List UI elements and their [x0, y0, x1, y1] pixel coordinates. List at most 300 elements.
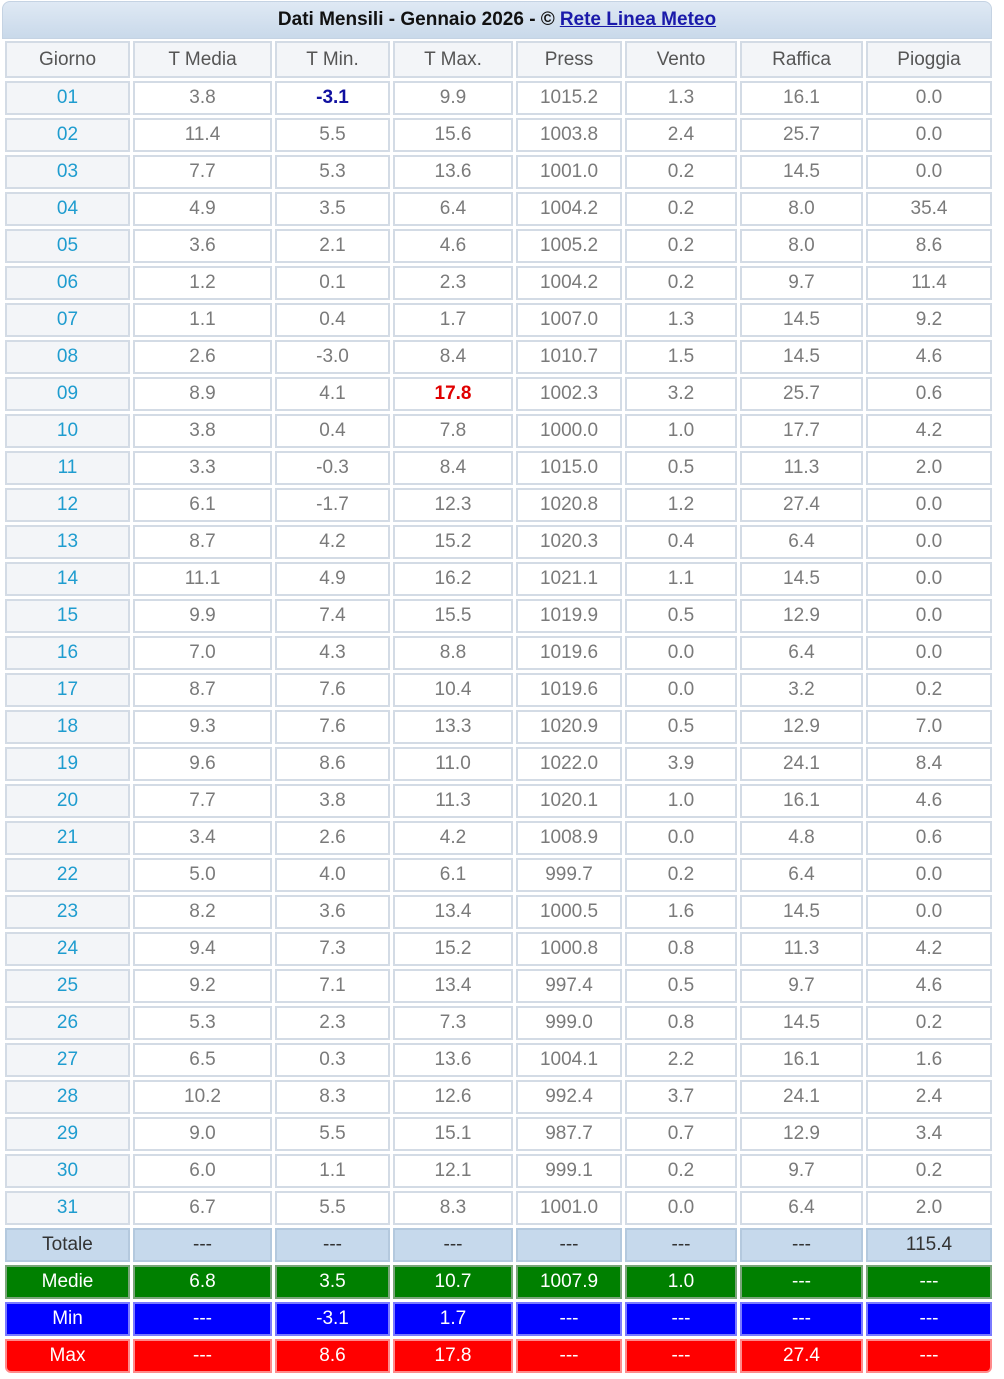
- cell-t-min: 5.3: [275, 155, 390, 189]
- table-row: [5, 1080, 992, 1114]
- table-row: [5, 636, 992, 670]
- cell-vento: 0.7: [625, 1117, 737, 1151]
- table-row: [5, 303, 992, 337]
- cell-t-media: 1.2: [133, 266, 272, 300]
- summary-cell-t-max: 10.7: [393, 1265, 513, 1299]
- summary-cell-t-media: ---: [133, 1228, 272, 1262]
- table-row: [5, 525, 992, 559]
- cell-press: 1004.2: [516, 192, 622, 226]
- table-row: [5, 266, 992, 300]
- cell-t-media: 8.9: [133, 377, 272, 411]
- cell-t-min: 0.4: [275, 414, 390, 448]
- cell-press: 1020.8: [516, 488, 622, 522]
- cell-pioggia: 0.0: [866, 81, 992, 115]
- cell-raffica: 3.2: [740, 673, 863, 707]
- cell-vento: 1.1: [625, 562, 737, 596]
- summary-cell-vento: ---: [625, 1302, 737, 1336]
- cell-giorno: 27: [5, 1043, 130, 1077]
- cell-t-max: 13.6: [393, 1043, 513, 1077]
- cell-giorno: 07: [5, 303, 130, 337]
- cell-pioggia: 0.2: [866, 1006, 992, 1040]
- cell-giorno: 06: [5, 266, 130, 300]
- summary-label: Min: [5, 1302, 130, 1336]
- cell-t-min: 5.5: [275, 118, 390, 152]
- cell-t-media: 8.7: [133, 673, 272, 707]
- cell-pioggia: 0.0: [866, 599, 992, 633]
- cell-press: 1004.2: [516, 266, 622, 300]
- cell-t-media: 3.4: [133, 821, 272, 855]
- cell-t-max: 8.3: [393, 1191, 513, 1225]
- cell-press: 1015.2: [516, 81, 622, 115]
- cell-giorno: 03: [5, 155, 130, 189]
- cell-raffica: 16.1: [740, 1043, 863, 1077]
- monthly-data-table: [2, 38, 995, 1376]
- table-row: [5, 451, 992, 485]
- cell-giorno: 01: [5, 81, 130, 115]
- cell-t-media: 11.4: [133, 118, 272, 152]
- table-row: [5, 710, 992, 744]
- table-row: [5, 192, 992, 226]
- cell-vento: 0.5: [625, 969, 737, 1003]
- summary-cell-press: 1007.9: [516, 1265, 622, 1299]
- cell-t-media: 7.7: [133, 155, 272, 189]
- summary-cell-t-min: ---: [275, 1228, 390, 1262]
- cell-raffica: 24.1: [740, 747, 863, 781]
- cell-pioggia: 7.0: [866, 710, 992, 744]
- cell-giorno: 19: [5, 747, 130, 781]
- cell-vento: 0.2: [625, 192, 737, 226]
- summary-cell-t-media: 6.8: [133, 1265, 272, 1299]
- table-title: [2, 1, 992, 39]
- summary-cell-t-max: 1.7: [393, 1302, 513, 1336]
- cell-raffica: 14.5: [740, 1006, 863, 1040]
- cell-t-max: 2.3: [393, 266, 513, 300]
- summary-cell-vento: 1.0: [625, 1265, 737, 1299]
- table-row: [5, 562, 992, 596]
- cell-t-min: 0.4: [275, 303, 390, 337]
- cell-vento: 0.0: [625, 673, 737, 707]
- cell-pioggia: 4.2: [866, 414, 992, 448]
- cell-t-media: 1.1: [133, 303, 272, 337]
- cell-pioggia: 0.0: [866, 488, 992, 522]
- cell-raffica: 8.0: [740, 192, 863, 226]
- cell-t-min: 3.6: [275, 895, 390, 929]
- cell-pioggia: 2.0: [866, 1191, 992, 1225]
- cell-t-max: 11.0: [393, 747, 513, 781]
- summary-cell-pioggia: ---: [866, 1339, 992, 1373]
- cell-giorno: 25: [5, 969, 130, 1003]
- summary-cell-t-min: 3.5: [275, 1265, 390, 1299]
- summary-row-max: [5, 1339, 992, 1373]
- cell-vento: 3.9: [625, 747, 737, 781]
- cell-t-media: 6.5: [133, 1043, 272, 1077]
- cell-giorno: 22: [5, 858, 130, 892]
- column-header-pioggia: Pioggia: [866, 41, 992, 78]
- table-row: [5, 747, 992, 781]
- column-header-t-max: T Max.: [393, 41, 513, 78]
- cell-t-media: 9.3: [133, 710, 272, 744]
- cell-giorno: 13: [5, 525, 130, 559]
- header-row: [5, 41, 992, 78]
- cell-giorno: 30: [5, 1154, 130, 1188]
- table-row: [5, 895, 992, 929]
- cell-raffica: 16.1: [740, 784, 863, 818]
- cell-t-media: 8.2: [133, 895, 272, 929]
- cell-t-min: 4.1: [275, 377, 390, 411]
- summary-cell-raffica: ---: [740, 1228, 863, 1262]
- cell-pioggia: 0.0: [866, 118, 992, 152]
- cell-t-min: 7.4: [275, 599, 390, 633]
- cell-t-min: 0.3: [275, 1043, 390, 1077]
- cell-press: 1002.3: [516, 377, 622, 411]
- cell-vento: 2.4: [625, 118, 737, 152]
- cell-giorno: 05: [5, 229, 130, 263]
- cell-raffica: 24.1: [740, 1080, 863, 1114]
- cell-vento: 3.2: [625, 377, 737, 411]
- cell-vento: 1.6: [625, 895, 737, 929]
- cell-t-media: 3.3: [133, 451, 272, 485]
- cell-raffica: 6.4: [740, 858, 863, 892]
- cell-press: 1019.6: [516, 636, 622, 670]
- cell-press: 1001.0: [516, 155, 622, 189]
- cell-raffica: 14.5: [740, 562, 863, 596]
- cell-vento: 1.0: [625, 414, 737, 448]
- table-row: [5, 932, 992, 966]
- cell-t-media: 5.3: [133, 1006, 272, 1040]
- cell-press: 1004.1: [516, 1043, 622, 1077]
- cell-giorno: 23: [5, 895, 130, 929]
- cell-t-max: 6.4: [393, 192, 513, 226]
- cell-t-min: 3.8: [275, 784, 390, 818]
- cell-t-min: 8.6: [275, 747, 390, 781]
- cell-raffica: 6.4: [740, 1191, 863, 1225]
- summary-cell-raffica: ---: [740, 1302, 863, 1336]
- cell-t-media: 7.7: [133, 784, 272, 818]
- cell-vento: 0.8: [625, 932, 737, 966]
- summary-cell-vento: ---: [625, 1339, 737, 1373]
- cell-press: 1003.8: [516, 118, 622, 152]
- cell-t-min: 7.6: [275, 673, 390, 707]
- summary-row-min: [5, 1302, 992, 1336]
- cell-raffica: 12.9: [740, 599, 863, 633]
- cell-vento: 0.5: [625, 599, 737, 633]
- table-row: [5, 414, 992, 448]
- cell-giorno: 31: [5, 1191, 130, 1225]
- cell-pioggia: 0.6: [866, 377, 992, 411]
- cell-raffica: 14.5: [740, 340, 863, 374]
- cell-t-min: -3.0: [275, 340, 390, 374]
- cell-t-max: 15.5: [393, 599, 513, 633]
- cell-t-max: 11.3: [393, 784, 513, 818]
- cell-t-min: 4.9: [275, 562, 390, 596]
- monthly-data-panel: [2, 1, 992, 1376]
- summary-cell-t-max: ---: [393, 1228, 513, 1262]
- cell-t-max: 15.2: [393, 525, 513, 559]
- cell-t-min: 4.0: [275, 858, 390, 892]
- cell-giorno: 24: [5, 932, 130, 966]
- cell-vento: 1.5: [625, 340, 737, 374]
- table-row: [5, 1006, 992, 1040]
- cell-t-min: 8.3: [275, 1080, 390, 1114]
- cell-t-media: 9.0: [133, 1117, 272, 1151]
- cell-t-max: 4.6: [393, 229, 513, 263]
- cell-pioggia: 0.0: [866, 155, 992, 189]
- summary-cell-pioggia: 115.4: [866, 1228, 992, 1262]
- cell-t-media: 2.6: [133, 340, 272, 374]
- cell-t-max: 15.2: [393, 932, 513, 966]
- cell-t-media: 5.0: [133, 858, 272, 892]
- cell-t-min: -1.7: [275, 488, 390, 522]
- cell-raffica: 14.5: [740, 155, 863, 189]
- cell-pioggia: 8.6: [866, 229, 992, 263]
- title-text: Dati Mensili - Gennaio 2026 - ©: [277, 9, 555, 30]
- summary-row-medie: [5, 1265, 992, 1299]
- cell-pioggia: 11.4: [866, 266, 992, 300]
- cell-t-min: 2.3: [275, 1006, 390, 1040]
- cell-press: 999.1: [516, 1154, 622, 1188]
- cell-press: 1021.1: [516, 562, 622, 596]
- summary-cell-press: ---: [516, 1302, 622, 1336]
- cell-t-max: 8.8: [393, 636, 513, 670]
- table-row: [5, 858, 992, 892]
- cell-pioggia: 4.6: [866, 969, 992, 1003]
- cell-raffica: 4.8: [740, 821, 863, 855]
- cell-raffica: 12.9: [740, 1117, 863, 1151]
- table-row: [5, 599, 992, 633]
- cell-press: 1020.9: [516, 710, 622, 744]
- cell-pioggia: 0.0: [866, 562, 992, 596]
- table-row: [5, 377, 992, 411]
- cell-pioggia: 35.4: [866, 192, 992, 226]
- cell-t-max: 8.4: [393, 340, 513, 374]
- cell-press: 1001.0: [516, 1191, 622, 1225]
- cell-t-media: 6.7: [133, 1191, 272, 1225]
- cell-giorno: 16: [5, 636, 130, 670]
- summary-cell-raffica: ---: [740, 1265, 863, 1299]
- table-row: [5, 1154, 992, 1188]
- cell-press: 1020.3: [516, 525, 622, 559]
- cell-pioggia: 3.4: [866, 1117, 992, 1151]
- cell-pioggia: 0.6: [866, 821, 992, 855]
- cell-vento: 0.5: [625, 451, 737, 485]
- cell-t-max: 12.3: [393, 488, 513, 522]
- cell-t-min: 3.5: [275, 192, 390, 226]
- cell-vento: 1.2: [625, 488, 737, 522]
- cell-vento: 0.2: [625, 155, 737, 189]
- cell-giorno: 09: [5, 377, 130, 411]
- summary-cell-t-media: ---: [133, 1302, 272, 1336]
- table-row: [5, 81, 992, 115]
- cell-t-min: 4.2: [275, 525, 390, 559]
- cell-giorno: 04: [5, 192, 130, 226]
- summary-row-totale: [5, 1228, 992, 1262]
- summary-cell-t-min: -3.1: [275, 1302, 390, 1336]
- cell-t-min: 7.3: [275, 932, 390, 966]
- table-row: [5, 673, 992, 707]
- cell-t-max: 16.2: [393, 562, 513, 596]
- cell-raffica: 17.7: [740, 414, 863, 448]
- cell-t-max: 7.8: [393, 414, 513, 448]
- rete-linea-meteo-link[interactable]: Rete Linea Meteo: [559, 9, 717, 30]
- cell-t-min: 2.6: [275, 821, 390, 855]
- cell-pioggia: 0.2: [866, 673, 992, 707]
- cell-vento: 3.7: [625, 1080, 737, 1114]
- column-header-vento: Vento: [625, 41, 737, 78]
- cell-giorno: 12: [5, 488, 130, 522]
- cell-giorno: 21: [5, 821, 130, 855]
- cell-t-max: 15.6: [393, 118, 513, 152]
- cell-press: 1000.0: [516, 414, 622, 448]
- cell-t-max: 12.1: [393, 1154, 513, 1188]
- summary-cell-t-max: 17.8: [393, 1339, 513, 1373]
- cell-t-media: 4.9: [133, 192, 272, 226]
- cell-t-max: 15.1: [393, 1117, 513, 1151]
- cell-raffica: 12.9: [740, 710, 863, 744]
- cell-pioggia: 1.6: [866, 1043, 992, 1077]
- cell-t-max: 4.2: [393, 821, 513, 855]
- cell-press: 992.4: [516, 1080, 622, 1114]
- cell-raffica: 25.7: [740, 377, 863, 411]
- cell-t-media: 11.1: [133, 562, 272, 596]
- table-row: [5, 1043, 992, 1077]
- cell-vento: 0.8: [625, 1006, 737, 1040]
- cell-giorno: 18: [5, 710, 130, 744]
- cell-raffica: 6.4: [740, 525, 863, 559]
- cell-raffica: 16.1: [740, 81, 863, 115]
- cell-t-media: 9.6: [133, 747, 272, 781]
- cell-press: 999.0: [516, 1006, 622, 1040]
- cell-giorno: 28: [5, 1080, 130, 1114]
- cell-vento: 0.4: [625, 525, 737, 559]
- cell-pioggia: 4.2: [866, 932, 992, 966]
- table-row: [5, 1117, 992, 1151]
- column-header-t-media: T Media: [133, 41, 272, 78]
- cell-pioggia: 4.6: [866, 340, 992, 374]
- cell-vento: 0.0: [625, 1191, 737, 1225]
- cell-press: 987.7: [516, 1117, 622, 1151]
- summary-cell-t-min: 8.6: [275, 1339, 390, 1373]
- cell-giorno: 02: [5, 118, 130, 152]
- cell-pioggia: 0.2: [866, 1154, 992, 1188]
- cell-t-max: 12.6: [393, 1080, 513, 1114]
- cell-t-max: 1.7: [393, 303, 513, 337]
- column-header-t-min: T Min.: [275, 41, 390, 78]
- cell-press: 1022.0: [516, 747, 622, 781]
- cell-t-max: 13.4: [393, 969, 513, 1003]
- cell-raffica: 14.5: [740, 895, 863, 929]
- cell-t-media: 10.2: [133, 1080, 272, 1114]
- cell-t-min: 7.6: [275, 710, 390, 744]
- cell-t-media: 9.9: [133, 599, 272, 633]
- cell-vento: 0.5: [625, 710, 737, 744]
- cell-pioggia: 0.0: [866, 895, 992, 929]
- cell-t-max: 7.3: [393, 1006, 513, 1040]
- cell-vento: 0.2: [625, 266, 737, 300]
- summary-cell-press: ---: [516, 1228, 622, 1262]
- cell-t-max: 9.9: [393, 81, 513, 115]
- cell-t-min: 5.5: [275, 1117, 390, 1151]
- cell-giorno: 08: [5, 340, 130, 374]
- cell-t-media: 3.8: [133, 81, 272, 115]
- cell-press: 1019.6: [516, 673, 622, 707]
- cell-t-media: 6.1: [133, 488, 272, 522]
- cell-t-min: 5.5: [275, 1191, 390, 1225]
- cell-t-max: 13.6: [393, 155, 513, 189]
- table-row: [5, 155, 992, 189]
- cell-press: 1005.2: [516, 229, 622, 263]
- cell-t-max: 13.3: [393, 710, 513, 744]
- cell-t-min: -3.1: [275, 81, 390, 115]
- cell-t-max: 8.4: [393, 451, 513, 485]
- cell-t-media: 8.7: [133, 525, 272, 559]
- cell-t-min: 1.1: [275, 1154, 390, 1188]
- column-header-press: Press: [516, 41, 622, 78]
- cell-press: 1020.1: [516, 784, 622, 818]
- cell-t-media: 3.6: [133, 229, 272, 263]
- cell-t-media: 9.2: [133, 969, 272, 1003]
- cell-raffica: 11.3: [740, 932, 863, 966]
- cell-giorno: 14: [5, 562, 130, 596]
- cell-pioggia: 0.0: [866, 636, 992, 670]
- cell-t-media: 3.8: [133, 414, 272, 448]
- cell-raffica: 9.7: [740, 1154, 863, 1188]
- cell-raffica: 14.5: [740, 303, 863, 337]
- cell-giorno: 15: [5, 599, 130, 633]
- cell-vento: 0.2: [625, 858, 737, 892]
- cell-pioggia: 8.4: [866, 747, 992, 781]
- cell-vento: 0.0: [625, 636, 737, 670]
- cell-raffica: 11.3: [740, 451, 863, 485]
- cell-raffica: 25.7: [740, 118, 863, 152]
- table-row: [5, 229, 992, 263]
- cell-giorno: 20: [5, 784, 130, 818]
- cell-vento: 1.0: [625, 784, 737, 818]
- cell-pioggia: 0.0: [866, 858, 992, 892]
- cell-giorno: 10: [5, 414, 130, 448]
- cell-t-max: 10.4: [393, 673, 513, 707]
- cell-press: 1007.0: [516, 303, 622, 337]
- summary-cell-vento: ---: [625, 1228, 737, 1262]
- cell-vento: 1.3: [625, 81, 737, 115]
- cell-vento: 0.0: [625, 821, 737, 855]
- cell-t-min: 0.1: [275, 266, 390, 300]
- cell-pioggia: 9.2: [866, 303, 992, 337]
- table-body: [5, 81, 992, 1373]
- summary-cell-pioggia: ---: [866, 1265, 992, 1299]
- cell-t-max: 13.4: [393, 895, 513, 929]
- cell-giorno: 17: [5, 673, 130, 707]
- cell-t-min: 7.1: [275, 969, 390, 1003]
- cell-raffica: 9.7: [740, 969, 863, 1003]
- cell-raffica: 9.7: [740, 266, 863, 300]
- cell-giorno: 26: [5, 1006, 130, 1040]
- cell-raffica: 27.4: [740, 488, 863, 522]
- cell-press: 1008.9: [516, 821, 622, 855]
- cell-t-media: 6.0: [133, 1154, 272, 1188]
- cell-press: 1010.7: [516, 340, 622, 374]
- cell-press: 999.7: [516, 858, 622, 892]
- cell-giorno: 29: [5, 1117, 130, 1151]
- summary-label: Max: [5, 1339, 130, 1373]
- summary-cell-press: ---: [516, 1339, 622, 1373]
- cell-raffica: 6.4: [740, 636, 863, 670]
- summary-label: Medie: [5, 1265, 130, 1299]
- column-header-raffica: Raffica: [740, 41, 863, 78]
- cell-vento: 0.2: [625, 1154, 737, 1188]
- table-row: [5, 1191, 992, 1225]
- table-row: [5, 969, 992, 1003]
- cell-raffica: 8.0: [740, 229, 863, 263]
